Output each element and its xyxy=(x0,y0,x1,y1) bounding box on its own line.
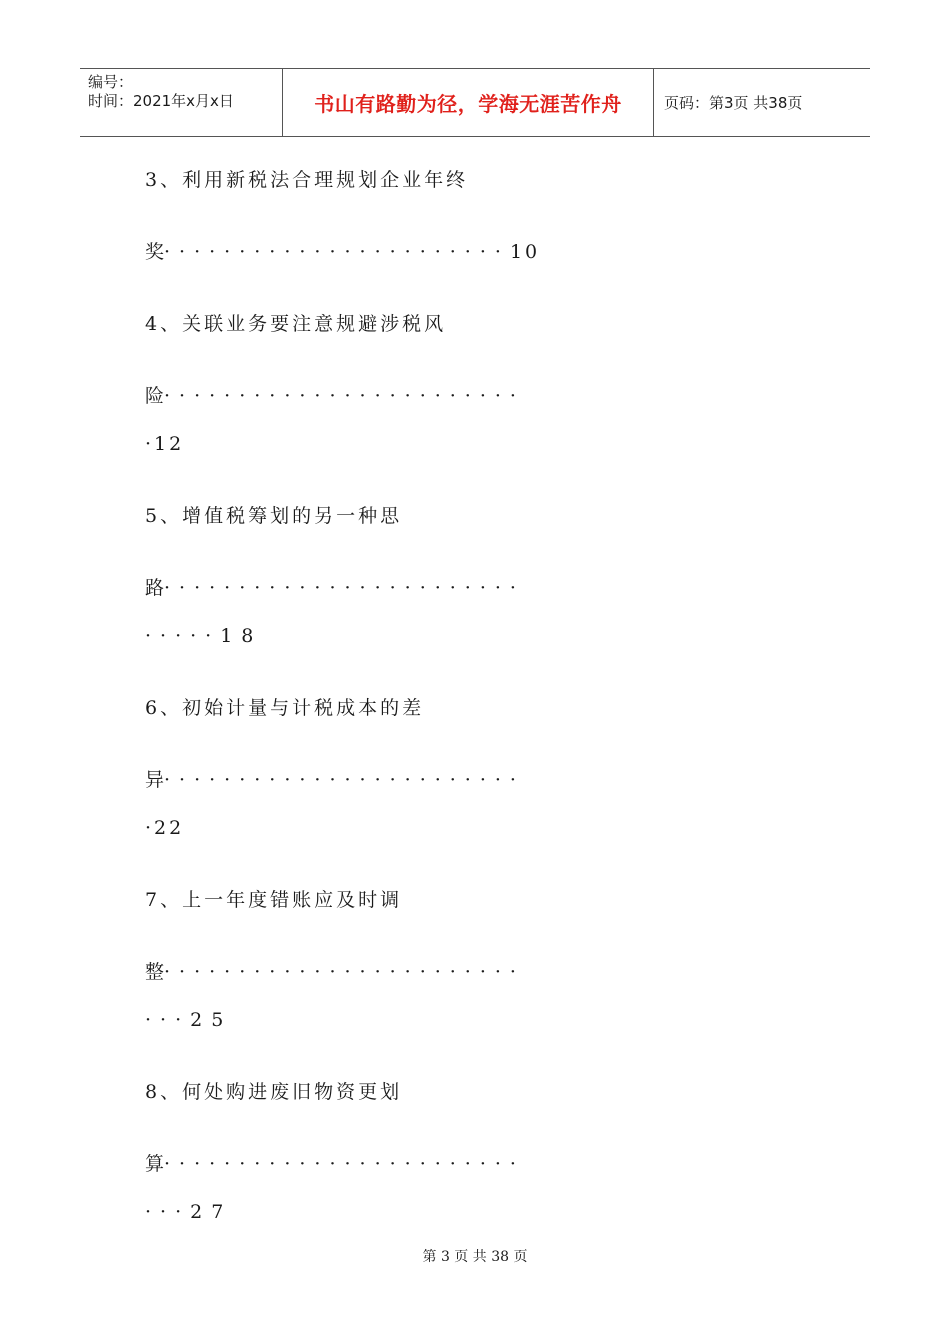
toc-entry-continuation xyxy=(145,240,805,264)
toc-entry-cont-char: 险 xyxy=(145,385,165,407)
header-left-cell xyxy=(80,69,282,136)
toc-page-number: ·22 xyxy=(145,817,185,839)
toc-entry-cont-char: 异 xyxy=(145,769,165,791)
toc-leader-dots: ························ xyxy=(164,385,525,407)
header-motto-cell xyxy=(282,69,654,136)
header-motto: 书山有路勤为径，学海无涯苦作舟 xyxy=(314,92,622,116)
page-header xyxy=(80,68,870,137)
toc-leader-dots: ························ xyxy=(164,769,525,791)
table-of-contents xyxy=(145,168,805,1272)
toc-leader-dots: ························ xyxy=(164,1153,525,1175)
toc-entry-cont-char: 路 xyxy=(145,577,165,599)
header-page-label: 页码：第3页 共38页 xyxy=(664,94,803,112)
toc-entry-continuation xyxy=(145,768,805,792)
toc-entry-cont-char: 整 xyxy=(145,961,165,983)
toc-entry-continuation xyxy=(145,576,805,600)
toc-entry-title: 4、关联业务要注意规避涉税风 xyxy=(145,313,447,335)
toc-entry-continuation xyxy=(145,960,805,984)
toc-entry-cont-char: 奖 xyxy=(145,241,165,263)
toc-page-number: ···25 xyxy=(145,1009,233,1031)
toc-entry-continuation xyxy=(145,384,805,408)
toc-page-number: ···27 xyxy=(145,1201,233,1223)
toc-entry-cont-char: 算 xyxy=(145,1153,165,1175)
toc-entry-title: 3、利用新税法合理规划企业年终 xyxy=(145,169,469,191)
toc-entry-title: 8、何处购进废旧物资更划 xyxy=(145,1081,403,1103)
toc-page-number: 10 xyxy=(509,241,541,263)
toc-entry-title: 5、增值税筹划的另一种思 xyxy=(145,505,403,527)
toc-leader-dots: ························ xyxy=(164,961,525,983)
toc-entry-title: 7、上一年度错账应及时调 xyxy=(145,889,403,911)
toc-leader-dots: ······················· xyxy=(164,241,510,263)
toc-entry-continuation xyxy=(145,1152,805,1176)
page-footer: 第 3 页 共 38 页 xyxy=(422,1249,528,1265)
toc-entry-title: 6、初始计量与计税成本的差 xyxy=(145,697,425,719)
toc-page-number: ·12 xyxy=(145,433,185,455)
doc-number-label: 编号： xyxy=(88,73,134,91)
doc-time-label: 时间：2021年x月x日 xyxy=(88,92,234,110)
toc-page-number: ·····18 xyxy=(145,625,263,647)
header-page-cell xyxy=(654,69,870,136)
toc-leader-dots: ························ xyxy=(164,577,525,599)
